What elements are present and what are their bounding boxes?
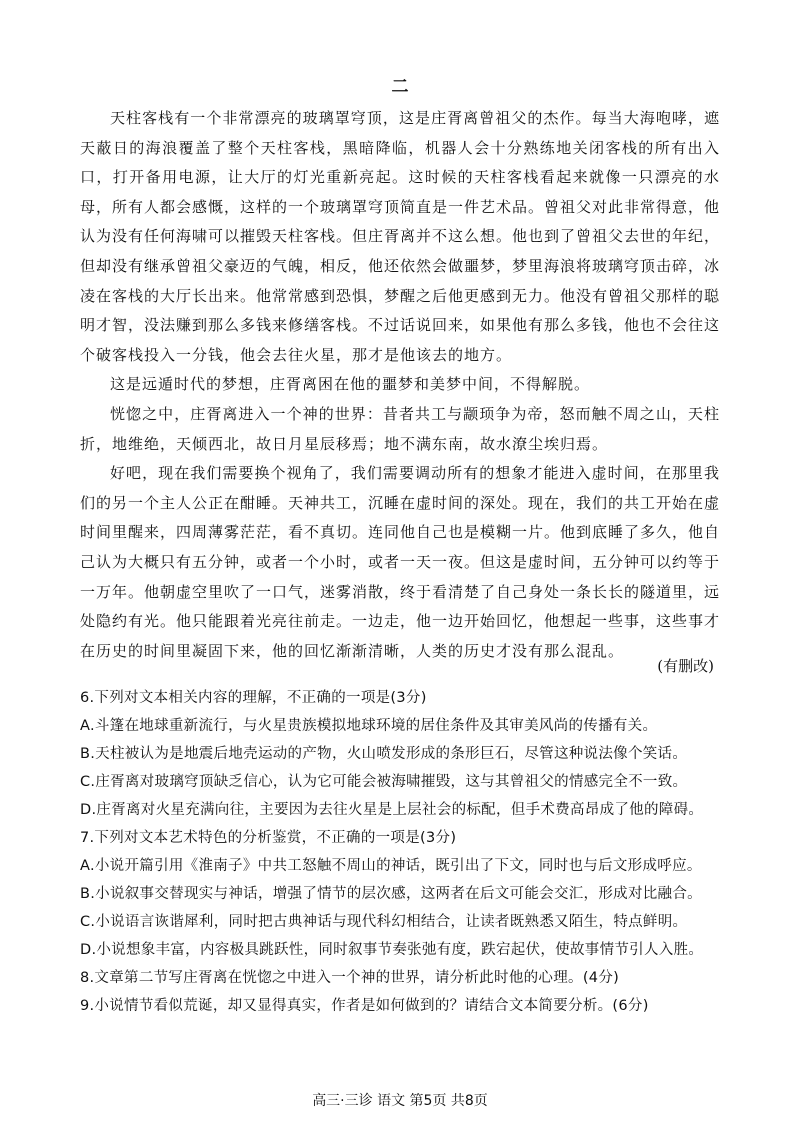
section-number: 二	[391, 77, 409, 97]
article-text	[80, 104, 720, 666]
answer-option: A.斗篷在地球重新流行，与火星贵族模拟地球环境的居住条件及其审美风尚的传播有关。	[80, 718, 658, 734]
answer-option: D.庄胥离对火星充满向往，主要因为去往火星是上层社会的标配，但手术费高昂成了他的障碍。	[80, 802, 704, 818]
source-note: (有删改)	[657, 657, 714, 675]
answer-option: D.小说想象丰富，内容极具跳跃性，同时叙事节奏张弛有度，跌宕起伏，使故事情节引人入胜。	[80, 942, 704, 958]
answer-option: C.小说语言诙谐犀利，同时把古典神话与现代科幻相结合，让读者既熟悉又陌生，特点鲜明。	[80, 914, 688, 930]
paragraph: 天柱客栈有一个非常漂亮的玻璃罩穹顶，这是庄胥离曾祖父的杰作。每当大海咆哮，遮天蔽日的海浪覆盖了整个天柱客栈，黑暗降临，机器人会十分熟练地关闭客栈的所有出入口，打开备用电源，让大厅的灯光重新亮起。这时候的天柱客栈看起来就像一只漂亮的水母，所有人都会感慨，这样的一个玻璃罩穹顶简直是一件艺术品。曾祖父对此非常得意，他认为没有任何海啸可以摧毁天柱客栈。但庄胥离并不这么想。他也到了曾祖父去世的年纪，但却没有继承曾祖父豪迈的气魄，相反，他还依然会做噩梦，梦里海浪将玻璃穹顶击碎，冰凌在客栈的大厅长出来。他常常感到恐惧，梦醒之后他更感到无力。他没有曾祖父那样的聪明才智，没法赚到那么多钱来修缮客栈。不过话说回来，如果他有那么多钱，他也不会往这个破客栈投入一分钱，他会去往火星，那才是他该去的地方。	[80, 109, 721, 364]
paragraph: 恍惚之中，庄胥离进入一个神的世界：昔者共工与颛顼争为帝，怒而触不周之山，天柱折，地维绝，天倾西北，故日月星辰移焉；地不满东南，故水潦尘埃归焉。	[80, 404, 720, 453]
question-stem: 9.小说情节看似荒诞，却又显得真实，作者是如何做到的？请结合文本简要分析。(6分)	[80, 998, 649, 1014]
answer-option: C.庄胥离对玻璃穹顶缺乏信心，认为它可能会被海啸摧毁，这与其曾祖父的情感完全不一致。	[80, 774, 688, 790]
question-list	[80, 684, 730, 1020]
answer-option: B.小说叙事交替现实与神话，增强了情节的层次感，这两者在后文可能会交汇，形成对比融合。	[80, 886, 702, 902]
question-stem: 6.下列对文本相关内容的理解，不正确的一项是(3分)	[80, 690, 427, 706]
question-stem: 8.文章第二节写庄胥离在恍惚之中进入一个神的世界，请分析此时他的心理。(4分)	[80, 970, 620, 986]
page-footer: 高三·三诊 语文 第5页 共8页	[312, 1093, 488, 1109]
paragraph: 好吧，现在我们需要换个视角了，我们需要调动所有的想象才能进入虚时间，在那里我们的另一个主人公正在酣睡。天神共工，沉睡在虚时间的深处。现在，我们的共工开始在虚时间里醒来，四周薄雾茫茫，看不真切。连同他自己也是模糊一片。他到底睡了多久，他自己认为大概只有五分钟，或者一个小时，或者一天一夜。但这是虚时间，五分钟可以约等于一万年。他朝虚空里吹了一口气，迷雾消散，终于看清楚了自己身处一条长长的隧道里，远处隐约有光。他只能跟着光亮往前走。一边走，他一边开始回忆，他想起一些事，这些事才在历史的时间里凝固下来，他的回忆渐渐清晰，人类的历史才没有那么混乱。	[80, 464, 721, 660]
paragraph: 这是远遁时代的梦想，庄胥离困在他的噩梦和美梦中间，不得解脱。	[110, 375, 591, 394]
answer-option: A.小说开篇引用《淮南子》中共工怒触不周山的神话，既引出了下文，同时也与后文形成呼应。	[80, 858, 702, 874]
question-stem: 7.下列对文本艺术特色的分析鉴赏，不正确的一项是(3分)	[80, 830, 457, 846]
answer-option: B.天柱被认为是地震后地壳运动的产物，火山喷发形成的条形巨石，尽管这种说法像个笑话。	[80, 746, 688, 762]
